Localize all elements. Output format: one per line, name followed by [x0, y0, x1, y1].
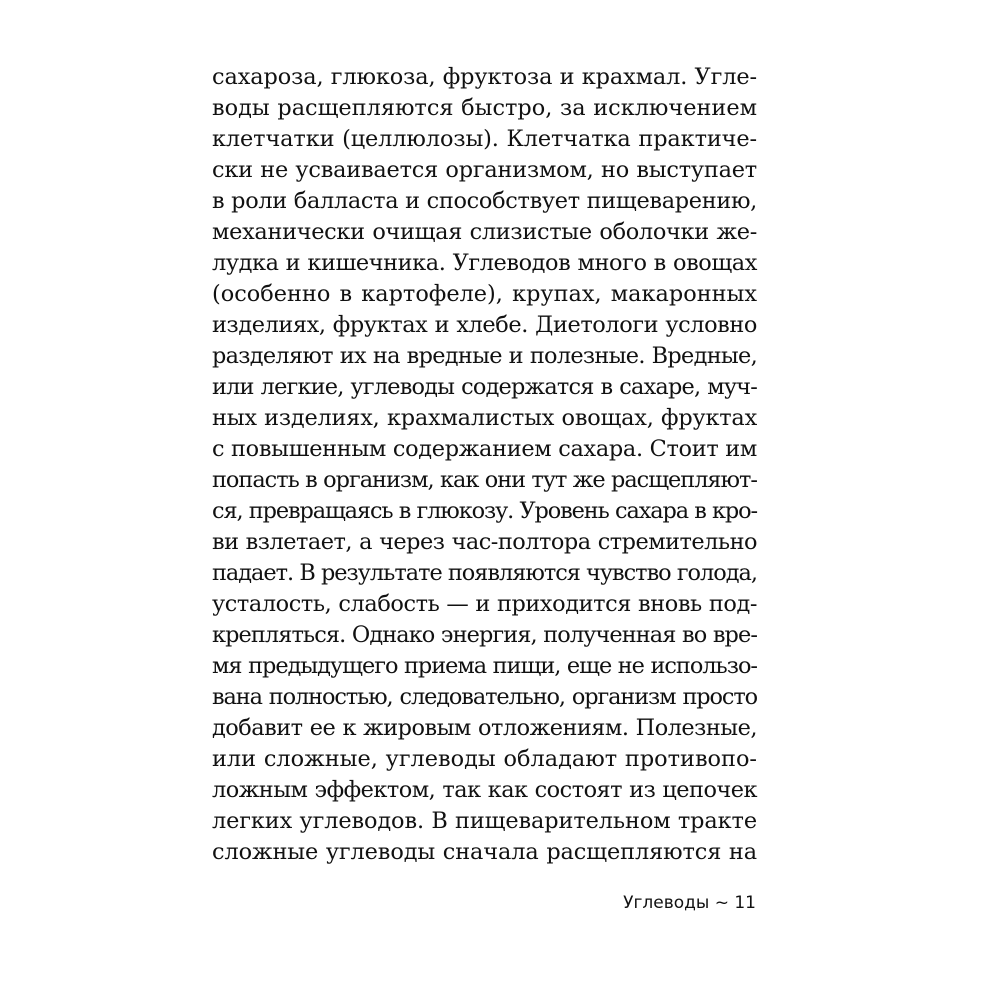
- text-line: разделяют их на вредные и полезные. Вредные,: [212, 343, 757, 369]
- text-line: усталость, слабость — и приходится вновь под-: [212, 591, 757, 617]
- text-line: изделиях, фруктах и хлебе. Диетологи условно: [212, 312, 757, 338]
- text-line: с повышенным содержанием сахара. Стоит им: [212, 436, 757, 462]
- text-line: падает. В результате появляются чувство голода,: [212, 560, 757, 586]
- text-line: ных изделиях, крахмалистых овощах, фруктах: [212, 405, 757, 431]
- text-line: лудка и кишечника. Углеводов много в овощах: [212, 250, 757, 276]
- text-line: ся, превращаясь в глюкозу. Уровень сахара в кро-: [212, 498, 757, 524]
- text-line: попасть в организм, как они тут же расщепляют-: [212, 467, 757, 493]
- text-line: (особенно в картофеле), крупах, макаронных: [212, 281, 757, 307]
- text-line: ски не усваивается организмом, но выступает: [212, 157, 757, 183]
- text-line: легких углеводов. В пищеварительном тракте: [212, 808, 757, 834]
- text-line: клетчатки (целлюлозы). Клетчатка практиче-: [212, 126, 757, 152]
- body-text: [212, 62, 757, 868]
- text-line: ложным эффектом, так как состоят из цепочек: [212, 777, 757, 803]
- text-line: мя предыдущего приема пищи, еще не использо-: [212, 653, 757, 679]
- text-line: крепляться. Однако энергия, полученная во вре-: [212, 622, 757, 648]
- text-line: или сложные, углеводы обладают противопо-: [212, 746, 757, 772]
- text-line: вана полностью, следовательно, организм просто: [212, 684, 757, 710]
- text-line: механически очищая слизистые оболочки же-: [212, 219, 757, 245]
- running-footer: Углеводы ~ 11: [623, 893, 756, 913]
- text-line: сахароза, глюкоза, фруктоза и крахмал. Угле-: [212, 64, 757, 90]
- text-line: сложные углеводы сначала расщепляются на: [212, 839, 757, 865]
- text-line: добавит ее к жировым отложениям. Полезные,: [212, 715, 757, 741]
- text-line: ви взлетает, а через час-полтора стремительно: [212, 529, 757, 555]
- text-line: или легкие, углеводы содержатся в сахаре, муч-: [212, 374, 757, 400]
- text-line: в роли балласта и способствует пищеварению,: [212, 188, 757, 214]
- text-line: воды расщепляются быстро, за исключением: [212, 95, 757, 121]
